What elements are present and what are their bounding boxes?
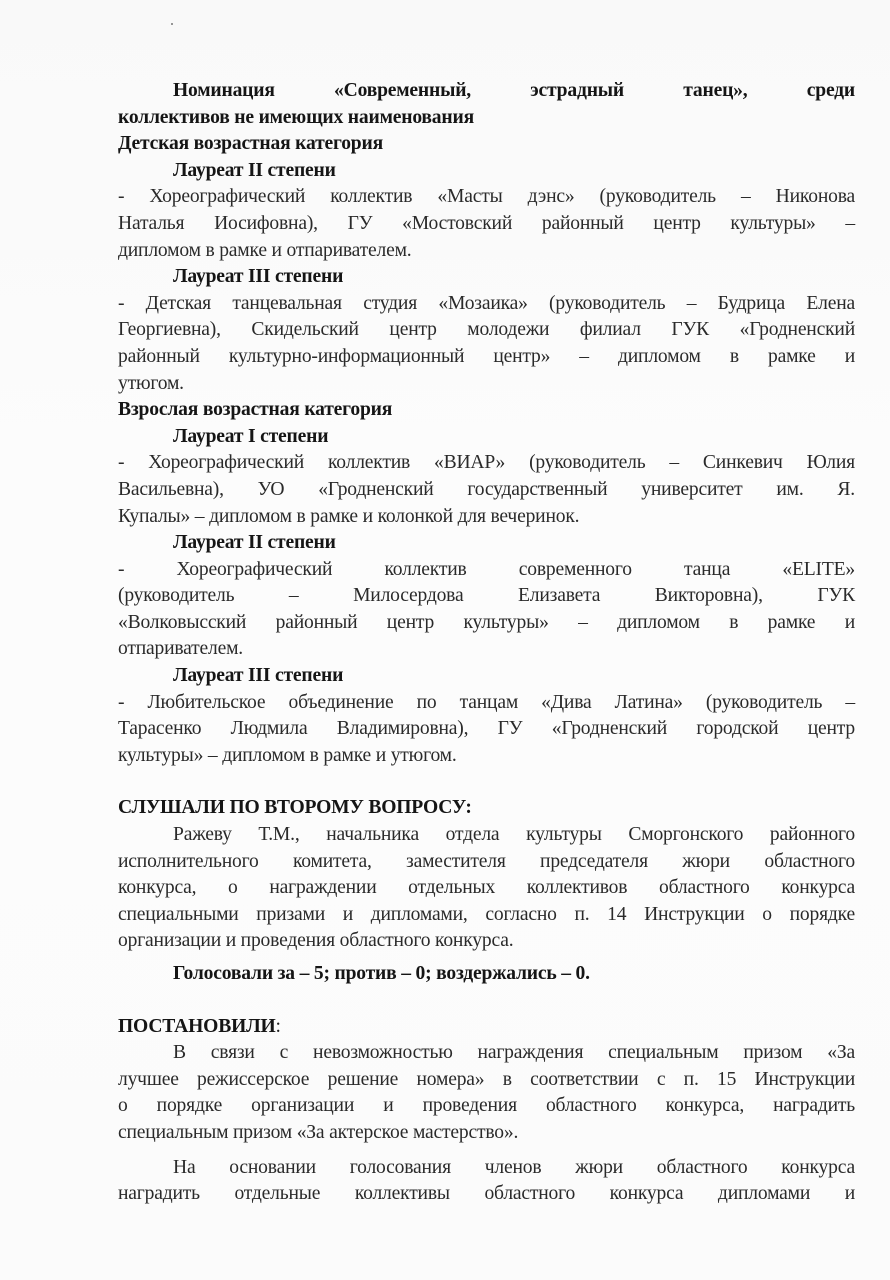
paragraph-line: В связи с невозможностью награждения специальным призом «За: [173, 1042, 855, 1064]
entry-line: (руководитель – Милосердова Елизавета Викторовна), ГУК: [118, 585, 855, 607]
entry-line: утюгом.: [118, 372, 184, 394]
entry-line: Тарасенко Людмила Владимировна), ГУ «Гродненский городской центр: [118, 718, 855, 740]
resolved-heading-colon: :: [275, 1015, 281, 1037]
entry-line: Васильевна), УО «Гродненский государственный университет им. Я.: [118, 478, 855, 500]
paragraph-line: специальным призом «За актерское мастерство».: [118, 1121, 519, 1143]
resolved-section: [118, 1014, 855, 1208]
nomination-title-line-2: коллективов не имеющих наименования: [118, 106, 474, 128]
entry-line: «Волковысский районный центр культуры» – дипломом в рамке и: [118, 611, 855, 633]
paragraph-line: Ражеву Т.М., начальника отдела культуры Сморгонского районного: [173, 824, 855, 846]
second-question-heading: СЛУШАЛИ ПО ВТОРОМУ ВОПРОСУ:: [118, 797, 472, 819]
children-laureate-2-heading: Лауреат II степени: [173, 159, 336, 181]
entry-line: районный культурно-информационный центр» – дипломом в рамке и: [118, 345, 855, 367]
entry-line: Купалы» – дипломом в рамке и колонкой для вечеринок.: [118, 505, 580, 527]
adult-laureate-2-heading: Лауреат II степени: [173, 532, 336, 554]
adult-category: [118, 397, 855, 769]
second-question-section: [118, 795, 855, 987]
paragraph-line: специальными призами и дипломами, согласно п. 14 Инструкции о порядке: [118, 903, 855, 925]
entry-line: - Любительское объединение по танцам «Дива Латина» (руководитель –: [118, 691, 855, 713]
resolved-paragraph-2: [118, 1155, 855, 1208]
nomination-title: [118, 78, 855, 131]
adult-laureate-3-entry: [118, 690, 855, 770]
entry-line: культуры» – дипломом в рамке и утюгом.: [118, 744, 457, 766]
document-body: [118, 78, 855, 1208]
adult-laureate-2-entry: [118, 557, 855, 663]
nomination-title-line-1: Номинация «Современный, эстрадный танец», среди: [173, 80, 855, 101]
resolved-heading: ПОСТАНОВИЛИ: [118, 1015, 276, 1037]
entry-line: Наталья Иосифовна), ГУ «Мостовский районный центр культуры» –: [118, 212, 855, 234]
paragraph-line: о порядке организации и проведения областного конкурса, наградить: [118, 1095, 855, 1117]
paragraph-line: исполнительного комитета, заместителя председателя жюри областного: [118, 850, 855, 872]
entry-line: - Хореографический коллектив современного танца «ELITE»: [118, 558, 855, 580]
adult-laureate-1-heading: Лауреат I степени: [173, 425, 329, 447]
scan-speck: [171, 23, 173, 25]
entry-line: - Детская танцевальная студия «Мозаика» (руководитель – Будрица Елена: [118, 292, 855, 314]
resolved-heading-row: [118, 1014, 855, 1041]
entry-line: - Хореографический коллектив «ВИАР» (руководитель – Синкевич Юлия: [118, 452, 855, 474]
children-laureate-3-entry: [118, 291, 855, 397]
paragraph-line: лучшее режиссерское решение номера» в соответствии с п. 15 Инструкции: [118, 1068, 855, 1090]
entry-line: дипломом в рамке и отпаривателем.: [118, 239, 412, 261]
children-laureate-2-entry: [118, 184, 855, 264]
vote-result: Голосовали за – 5; против – 0; воздержались – 0.: [173, 963, 590, 984]
children-category-heading: Детская возрастная категория: [118, 133, 383, 155]
paragraph-line: наградить отдельные коллективы областного конкурса дипломами и: [118, 1183, 855, 1205]
resolved-paragraph-1: [118, 1040, 855, 1146]
children-category: [118, 131, 855, 397]
entry-line: - Хореографический коллектив «Масты дэнс» (руководитель – Никонова: [118, 186, 855, 208]
adult-laureate-1-entry: [118, 450, 855, 530]
paragraph-line: На основании голосования членов жюри областного конкурса: [173, 1156, 855, 1178]
paragraph-line: конкурса, о награждении отдельных коллективов областного конкурса: [118, 877, 855, 899]
entry-line: отпаривателем.: [118, 638, 243, 660]
entry-line: Георгиевна), Скидельский центр молодежи филиал ГУК «Гродненский: [118, 319, 855, 341]
paragraph-line: организации и проведения областного конкурса.: [118, 930, 514, 952]
children-laureate-3-heading: Лауреат III степени: [173, 266, 344, 288]
adult-laureate-3-heading: Лауреат III степени: [173, 665, 344, 687]
adult-category-heading: Взрослая возрастная категория: [118, 399, 393, 421]
second-question-text: [118, 822, 855, 955]
